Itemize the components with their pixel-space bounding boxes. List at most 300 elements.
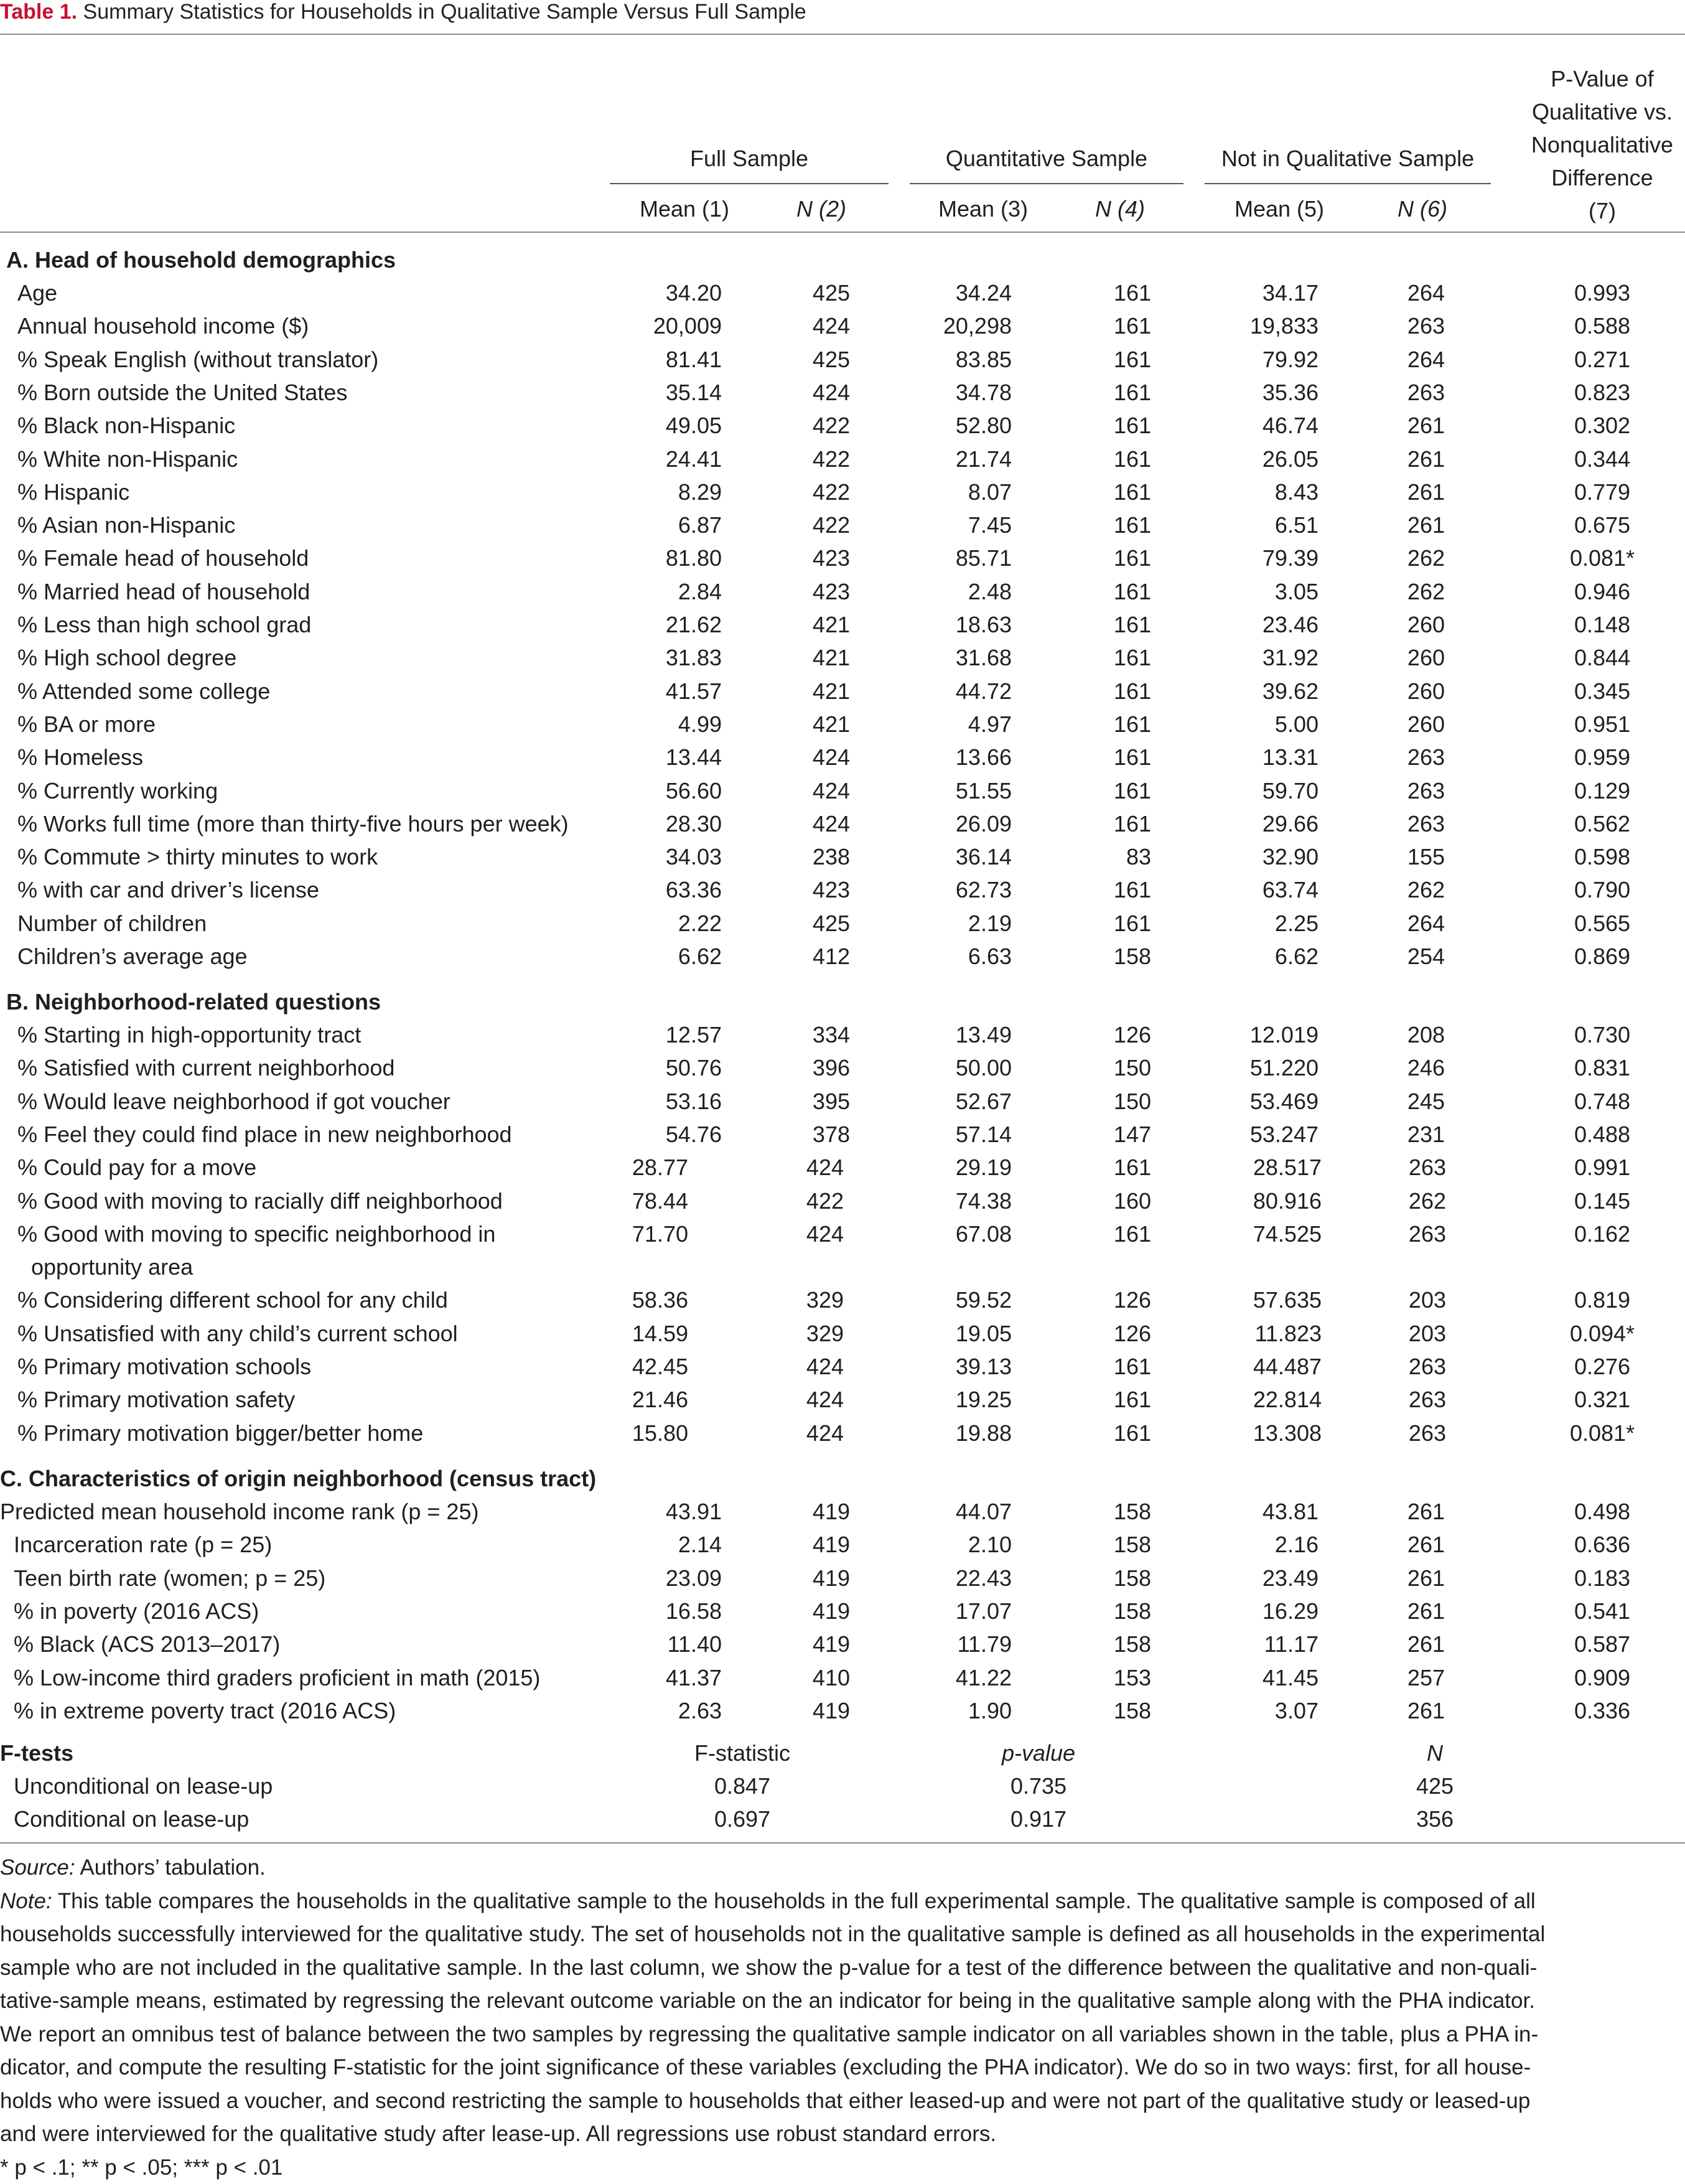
row-value-col-3: 7.45 — [968, 509, 1012, 541]
row-value-col-1: 13.44 — [666, 741, 722, 774]
row-value-col-6: 264 — [1407, 343, 1445, 376]
row-value-col-2: 334 — [813, 1018, 850, 1051]
note-line — [0, 2117, 1685, 2151]
row-value-col-5: 12.019 — [1250, 1018, 1319, 1051]
section-c-title: C. Characteristics of origin neighborhood (census tract) — [0, 1462, 596, 1495]
group-rule-full — [610, 183, 889, 184]
ftests-title: F-tests — [0, 1736, 73, 1769]
row-value-col-6: 260 — [1407, 675, 1445, 708]
table-row — [0, 1383, 1685, 1416]
table-row — [0, 541, 1685, 574]
row-value-col-3: 2.19 — [968, 907, 1012, 940]
table-row — [0, 1628, 1685, 1661]
row-value-col-1: 43.91 — [666, 1495, 722, 1528]
col-mean-3-label: Mean (3) — [938, 196, 1028, 222]
col-n-4 — [1070, 194, 1170, 225]
row-value-col-7: 0.162 — [1519, 1217, 1685, 1250]
row-value-col-1: 12.57 — [666, 1018, 722, 1051]
col-mean-5-label: Mean (5) — [1235, 196, 1324, 222]
row-value-col-4: 158 — [1114, 1562, 1151, 1595]
pvalue-line-1: P-Value of — [1519, 62, 1685, 95]
row-value-col-6: 262 — [1409, 1184, 1446, 1217]
row-value-col-5: 2.16 — [1275, 1528, 1319, 1561]
row-value-col-2: 424 — [806, 1417, 844, 1450]
row-value-col-2: 238 — [813, 840, 850, 873]
row-value-col-2: 423 — [813, 873, 850, 906]
row-value-col-5: 2.25 — [1275, 907, 1319, 940]
row-value-col-6: 262 — [1407, 575, 1445, 608]
group-rule-notqual — [1205, 183, 1491, 184]
row-value-col-2: 412 — [813, 940, 850, 973]
row-value-col-2: 424 — [813, 376, 850, 409]
row-value-col-7: 0.636 — [1519, 1528, 1685, 1561]
row-value-col-3: 41.22 — [956, 1661, 1012, 1694]
row-value-col-5: 11.823 — [1255, 1317, 1322, 1350]
row-value-col-2: 422 — [813, 476, 850, 509]
note-line — [0, 1951, 1685, 1985]
table-row — [0, 1184, 1685, 1217]
row-value-col-3: 57.14 — [956, 1118, 1012, 1151]
row-value-col-5: 22.814 — [1253, 1383, 1322, 1416]
table-row — [0, 1151, 1685, 1184]
row-value-col-4: 126 — [1114, 1018, 1151, 1051]
row-value-col-1: 16.58 — [666, 1595, 722, 1628]
row-value-col-2: 0.735 — [976, 1769, 1101, 1802]
row-value-col-1: 24.41 — [666, 443, 722, 476]
row-value-col-5: 6.51 — [1275, 509, 1319, 541]
row-value-col-6: 261 — [1407, 409, 1445, 442]
group-not-in-qual-sample: Not in Qualitative Sample — [1205, 143, 1491, 174]
row-value-col-6: 261 — [1407, 1694, 1445, 1727]
row-value-col-1: 20,009 — [653, 309, 722, 342]
row-value-col-5: 43.81 — [1263, 1495, 1319, 1528]
row-value-col-3: 50.00 — [956, 1051, 1012, 1084]
row-value-col-6: 261 — [1407, 1528, 1445, 1561]
row-value-col-1: 41.57 — [666, 675, 722, 708]
row-value-col-2: 424 — [813, 741, 850, 774]
row-value-col-1: 15.80 — [632, 1417, 688, 1450]
row-label: % Good with moving to racially diff neighborhood — [17, 1184, 503, 1217]
row-value-col-7: 0.748 — [1519, 1085, 1685, 1118]
row-value-col-4: 161 — [1114, 1350, 1151, 1383]
row-value-col-3: 6.63 — [968, 940, 1012, 973]
row-label: % in extreme poverty tract (2016 ACS) — [14, 1694, 396, 1727]
row-value-col-7: 0.675 — [1519, 509, 1685, 541]
table-row — [0, 1802, 1685, 1835]
row-value-col-3: 8.07 — [968, 476, 1012, 509]
row-value-col-1: 42.45 — [632, 1350, 688, 1383]
row-value-col-7: 0.183 — [1519, 1562, 1685, 1595]
row-value-col-1: 11.40 — [668, 1628, 722, 1661]
row-value-col-7: 0.302 — [1519, 409, 1685, 442]
row-value-col-7: 0.094* — [1519, 1317, 1685, 1350]
table-row — [0, 1769, 1685, 1802]
row-label: % Could pay for a move — [17, 1151, 256, 1184]
row-value-col-1: 28.30 — [666, 807, 722, 840]
row-value-col-2: 410 — [813, 1661, 850, 1694]
row-value-col-3: 51.55 — [956, 774, 1012, 807]
row-value-col-2: 424 — [806, 1217, 844, 1250]
header-rule — [0, 232, 1685, 233]
row-value-col-2: 421 — [813, 641, 850, 674]
row-value-col-3: 22.43 — [956, 1562, 1012, 1595]
section-a-title: A. Head of household demographics — [6, 243, 396, 276]
table-title — [0, 0, 806, 34]
row-value-col-2: 422 — [813, 509, 850, 541]
row-value-col-4: 158 — [1114, 1595, 1151, 1628]
row-value-col-5: 23.49 — [1263, 1562, 1319, 1595]
row-value-col-6: 260 — [1407, 708, 1445, 741]
row-label: % Married head of household — [17, 575, 310, 608]
table-row — [0, 1118, 1685, 1151]
ftests-col-pvalue-label: p-value — [1002, 1740, 1075, 1766]
row-value-col-4: 161 — [1114, 443, 1151, 476]
row-value-col-5: 32.90 — [1263, 840, 1319, 873]
row-value-col-4: 83 — [1126, 840, 1151, 873]
row-label: % Born outside the United States — [17, 376, 347, 409]
row-label: % Low-income third graders proficient in math (2015) — [14, 1661, 540, 1694]
row-value-col-7: 0.488 — [1519, 1118, 1685, 1151]
row-value-col-3: 59.52 — [956, 1283, 1012, 1316]
row-value-col-5: 59.70 — [1263, 774, 1319, 807]
table-row — [0, 741, 1685, 774]
table-row — [0, 940, 1685, 973]
group-rule-quant — [910, 183, 1183, 184]
note-line — [0, 1918, 1685, 1951]
row-value-col-1: 2.14 — [678, 1528, 722, 1561]
row-value-col-2: 419 — [813, 1694, 850, 1727]
row-label-continuation: opportunity area — [31, 1250, 193, 1283]
col-mean-1-label: Mean (1) — [640, 196, 729, 222]
note-text: dicator, and compute the resulting F-statistic for the joint significance of these variables (excluding the PHA indicator). We do so in two ways: first, for all house- — [0, 2055, 1531, 2079]
row-value-col-1: 49.05 — [666, 409, 722, 442]
row-value-col-4: 161 — [1114, 376, 1151, 409]
note-line — [0, 2051, 1685, 2084]
footnotes — [0, 1851, 1685, 2184]
row-value-col-1: 23.09 — [666, 1562, 722, 1595]
col-pvalue-header — [1519, 62, 1685, 227]
row-value-col-7: 0.081* — [1519, 1417, 1685, 1450]
row-value-col-4: 161 — [1114, 873, 1151, 906]
table-row — [0, 840, 1685, 873]
row-value-col-4: 126 — [1114, 1317, 1151, 1350]
row-label: % Hispanic — [17, 476, 129, 509]
row-label: % Considering different school for any child — [17, 1283, 448, 1316]
table-row — [0, 1317, 1685, 1350]
row-value-col-3: 2.48 — [968, 575, 1012, 608]
table-row — [0, 774, 1685, 807]
row-value-col-1: 71.70 — [632, 1217, 688, 1250]
row-value-col-7: 0.336 — [1519, 1694, 1685, 1727]
row-value-col-2: 425 — [813, 276, 850, 309]
row-value-col-7: 0.946 — [1519, 575, 1685, 608]
row-label: % BA or more — [17, 708, 156, 741]
row-value-col-7: 0.148 — [1519, 608, 1685, 641]
row-value-col-6: 261 — [1407, 443, 1445, 476]
row-value-col-5: 16.29 — [1263, 1595, 1319, 1628]
row-value-col-1: 6.62 — [678, 940, 722, 973]
table-row — [0, 443, 1685, 476]
table-row — [0, 1661, 1685, 1694]
source-label: Source: — [0, 1855, 75, 1880]
row-value-col-4: 150 — [1114, 1085, 1151, 1118]
row-value-col-3: 11.79 — [958, 1628, 1012, 1661]
table-row — [0, 641, 1685, 674]
group-full-sample: Full Sample — [610, 143, 889, 174]
row-value-col-2: 422 — [813, 409, 850, 442]
row-label: % Currently working — [17, 774, 218, 807]
row-value-col-2: 378 — [813, 1118, 850, 1151]
row-value-col-6: 263 — [1409, 1217, 1446, 1250]
row-value-col-6: 264 — [1407, 907, 1445, 940]
row-label: % Homeless — [17, 741, 143, 774]
row-value-col-7: 0.831 — [1519, 1051, 1685, 1084]
row-value-col-4: 161 — [1114, 309, 1151, 342]
row-value-col-4: 161 — [1114, 608, 1151, 641]
col-n-6 — [1373, 194, 1472, 225]
row-value-col-4: 161 — [1114, 641, 1151, 674]
row-value-col-3: 67.08 — [956, 1217, 1012, 1250]
row-value-col-6: 203 — [1409, 1317, 1446, 1350]
table-row — [0, 1217, 1685, 1250]
row-value-col-4: 161 — [1114, 1151, 1151, 1184]
row-value-col-5: 44.487 — [1253, 1350, 1322, 1383]
row-value-col-7: 0.271 — [1519, 343, 1685, 376]
row-value-col-3: 85.71 — [956, 541, 1012, 574]
row-value-col-4: 150 — [1114, 1051, 1151, 1084]
row-value-col-1: 81.41 — [666, 343, 722, 376]
row-value-col-2: 419 — [813, 1562, 850, 1595]
row-value-col-4: 161 — [1114, 807, 1151, 840]
row-value-col-7: 0.844 — [1519, 641, 1685, 674]
ftests-col-fstat: F-statistic — [680, 1736, 805, 1769]
table-caption: Summary Statistics for Households in Qualitative Sample Versus Full Sample — [77, 0, 806, 24]
row-value-col-3: 31.68 — [956, 641, 1012, 674]
row-value-col-4: 161 — [1114, 675, 1151, 708]
row-value-col-5: 26.05 — [1263, 443, 1319, 476]
row-value-col-6: 263 — [1409, 1417, 1446, 1450]
table-row — [0, 1495, 1685, 1528]
note-text: tative-sample means, estimated by regressing the relevant outcome variable on the an indicator for being in the qualitative sample along with the PHA indicator. — [0, 1989, 1535, 2013]
row-value-col-7: 0.145 — [1519, 1184, 1685, 1217]
row-value-col-6: 263 — [1407, 741, 1445, 774]
note-text: and were interviewed for the qualitative study after lease-up. All regressions use robust standard errors. — [0, 2122, 996, 2146]
row-value-col-7: 0.790 — [1519, 873, 1685, 906]
row-value-col-1: 35.14 — [666, 376, 722, 409]
row-value-col-1: 78.44 — [632, 1184, 688, 1217]
row-value-col-2: 419 — [813, 1495, 850, 1528]
table-row — [0, 1528, 1685, 1561]
col-mean-3 — [921, 194, 1045, 225]
row-value-col-2: 424 — [813, 807, 850, 840]
row-value-col-3: 19.88 — [956, 1417, 1012, 1450]
row-value-col-5: 51.220 — [1250, 1051, 1319, 1084]
row-value-col-2: 425 — [813, 343, 850, 376]
row-value-col-2: 425 — [813, 907, 850, 940]
row-value-col-6: 261 — [1407, 509, 1445, 541]
row-value-col-6: 262 — [1407, 873, 1445, 906]
row-value-col-5: 11.17 — [1264, 1628, 1319, 1661]
row-value-col-3: 20,298 — [943, 309, 1012, 342]
row-value-col-6: 263 — [1409, 1350, 1446, 1383]
row-value-col-5: 53.247 — [1250, 1118, 1319, 1151]
row-value-col-4: 161 — [1114, 741, 1151, 774]
row-value-col-3: 74.38 — [956, 1184, 1012, 1217]
row-value-col-6: 263 — [1407, 774, 1445, 807]
note-text: households successfully interviewed for the qualitative study. The set of households not in the qualitative sample is defined as all households in the experimental — [0, 1922, 1545, 1946]
row-label: % Attended some college — [17, 675, 270, 708]
row-value-col-7: 0.909 — [1519, 1661, 1685, 1694]
pvalue-line-5: (7) — [1519, 194, 1685, 227]
row-value-col-1: 6.87 — [678, 509, 722, 541]
table-row — [0, 575, 1685, 608]
row-value-col-1: 21.46 — [632, 1383, 688, 1416]
row-label: % Female head of household — [17, 541, 309, 574]
row-value-col-1: 0.697 — [680, 1802, 805, 1835]
pvalue-line-3: Nonqualitative — [1519, 128, 1685, 161]
row-value-col-6: 261 — [1407, 1628, 1445, 1661]
row-value-col-1: 50.76 — [666, 1051, 722, 1084]
row-label: % Feel they could find place in new neighborhood — [17, 1118, 512, 1151]
row-label: % White non-Hispanic — [17, 443, 238, 476]
row-value-col-3: 13.49 — [956, 1018, 1012, 1051]
row-value-col-2: 422 — [806, 1184, 844, 1217]
row-value-col-2: 424 — [806, 1350, 844, 1383]
row-label: % with car and driver’s license — [17, 873, 319, 906]
table-row — [0, 1350, 1685, 1383]
row-label: % Works full time (more than thirty-five hours per week) — [17, 807, 569, 840]
row-label: Age — [17, 276, 57, 309]
row-label: % Good with moving to specific neighborhood in — [17, 1217, 495, 1250]
row-value-col-6: 263 — [1409, 1383, 1446, 1416]
row-value-col-6: 261 — [1407, 1495, 1445, 1528]
row-value-col-2: 424 — [806, 1151, 844, 1184]
row-value-col-2: 419 — [813, 1528, 850, 1561]
row-value-col-3: 13.66 — [956, 741, 1012, 774]
row-value-col-3: 356 — [1373, 1802, 1497, 1835]
row-value-col-3: 18.63 — [956, 608, 1012, 641]
row-value-col-6: 245 — [1407, 1085, 1445, 1118]
row-value-col-1: 53.16 — [666, 1085, 722, 1118]
row-value-col-1: 21.62 — [666, 608, 722, 641]
row-label: % Primary motivation schools — [17, 1350, 311, 1383]
row-value-col-6: 260 — [1407, 641, 1445, 674]
row-value-col-6: 262 — [1407, 541, 1445, 574]
row-value-col-7: 0.276 — [1519, 1350, 1685, 1383]
section-c-header — [0, 1462, 1685, 1495]
row-value-col-3: 36.14 — [956, 840, 1012, 873]
row-value-col-1: 56.60 — [666, 774, 722, 807]
section-a-header — [0, 243, 1685, 276]
row-value-col-3: 19.05 — [956, 1317, 1012, 1350]
table-row — [0, 708, 1685, 741]
row-value-col-2: 329 — [806, 1283, 844, 1316]
row-value-col-3: 19.25 — [956, 1383, 1012, 1416]
row-value-col-7: 0.959 — [1519, 741, 1685, 774]
row-value-col-5: 3.07 — [1275, 1694, 1319, 1727]
row-value-col-4: 161 — [1114, 708, 1151, 741]
row-value-col-2: 423 — [813, 575, 850, 608]
row-value-col-4: 158 — [1114, 1694, 1151, 1727]
row-value-col-5: 74.525 — [1253, 1217, 1322, 1250]
row-label: Teen birth rate (women; p = 25) — [14, 1562, 325, 1595]
row-value-col-5: 19,833 — [1250, 309, 1319, 342]
row-label: Number of children — [17, 907, 207, 940]
row-value-col-1: 54.76 — [666, 1118, 722, 1151]
row-label: % Asian non-Hispanic — [17, 509, 235, 541]
row-label: % Black non-Hispanic — [17, 409, 235, 442]
row-value-col-6: 203 — [1409, 1283, 1446, 1316]
ftests-header — [0, 1736, 1685, 1769]
row-value-col-7: 0.819 — [1519, 1283, 1685, 1316]
col-n-4-label: N (4) — [1095, 196, 1145, 222]
section-b-title: B. Neighborhood-related questions — [6, 985, 381, 1018]
row-value-col-4: 160 — [1114, 1184, 1151, 1217]
row-label: % Satisfied with current neighborhood — [17, 1051, 394, 1084]
row-value-col-6: 261 — [1407, 476, 1445, 509]
row-value-col-7: 0.129 — [1519, 774, 1685, 807]
row-value-col-5: 80.916 — [1253, 1184, 1322, 1217]
row-value-col-5: 63.74 — [1263, 873, 1319, 906]
row-value-col-2: 424 — [813, 309, 850, 342]
row-label: Incarceration rate (p = 25) — [14, 1528, 272, 1561]
row-value-col-5: 8.43 — [1275, 476, 1319, 509]
note-text: This table compares the households in the qualitative sample to the households in the full experimental sample. The qualitative sample is composed of all — [52, 1889, 1536, 1913]
row-value-col-2: 422 — [813, 443, 850, 476]
table-row — [0, 675, 1685, 708]
row-value-col-4: 161 — [1114, 476, 1151, 509]
row-label: % Starting in high-opportunity tract — [17, 1018, 361, 1051]
row-value-col-2: 419 — [813, 1595, 850, 1628]
row-label: % Black (ACS 2013–2017) — [14, 1628, 280, 1661]
row-value-col-4: 126 — [1114, 1283, 1151, 1316]
row-value-col-4: 161 — [1114, 575, 1151, 608]
row-label: % Unsatisfied with any child’s current school — [17, 1317, 458, 1350]
group-quantitative-sample: Quantitative Sample — [910, 143, 1183, 174]
row-value-col-5: 57.635 — [1253, 1283, 1322, 1316]
row-value-col-5: 29.66 — [1263, 807, 1319, 840]
note-block — [0, 1885, 1685, 2151]
row-value-col-3: 39.13 — [956, 1350, 1012, 1383]
table-row — [0, 807, 1685, 840]
row-value-col-3: 52.67 — [956, 1085, 1012, 1118]
row-value-col-1: 2.22 — [678, 907, 722, 940]
row-value-col-4: 158 — [1114, 1495, 1151, 1528]
row-value-col-2: 424 — [813, 774, 850, 807]
row-value-col-3: 17.07 — [956, 1595, 1012, 1628]
row-value-col-5: 6.62 — [1275, 940, 1319, 973]
table-row — [0, 1562, 1685, 1595]
row-value-col-5: 35.36 — [1263, 376, 1319, 409]
row-value-col-1: 31.83 — [666, 641, 722, 674]
row-value-col-7: 0.991 — [1519, 1151, 1685, 1184]
bottom-rule — [0, 1842, 1685, 1844]
row-label: Unconditional on lease-up — [14, 1769, 273, 1802]
table-row — [0, 873, 1685, 906]
row-label: Conditional on lease-up — [14, 1802, 249, 1835]
row-value-col-7: 0.730 — [1519, 1018, 1685, 1051]
row-value-col-2: 395 — [813, 1085, 850, 1118]
pvalue-line-2: Qualitative vs. — [1519, 95, 1685, 128]
row-value-col-6: 261 — [1407, 1562, 1445, 1595]
row-value-col-6: 260 — [1407, 608, 1445, 641]
row-value-col-2: 0.917 — [976, 1802, 1101, 1835]
row-value-col-3: 83.85 — [956, 343, 1012, 376]
row-value-col-2: 396 — [813, 1051, 850, 1084]
row-value-col-4: 161 — [1114, 541, 1151, 574]
row-label: % Commute > thirty minutes to work — [17, 840, 378, 873]
row-value-col-1: 8.29 — [678, 476, 722, 509]
